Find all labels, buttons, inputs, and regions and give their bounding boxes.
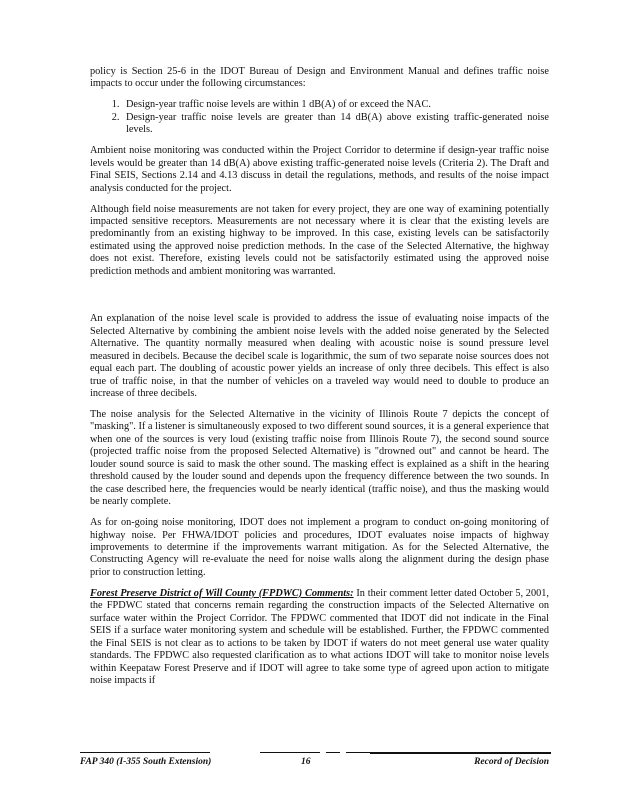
noise-scale-paragraph: An explanation of the noise level scale is provided to address the issue of evaluating noise impacts of the Selected Alternative by combining the ambient noise levels with the added noise generated by the Selected Alternative. The quantity normally measured when dealing with acoustic noise is sound pressure level measured in decibels. Because the decibel scale is logarithmic, the sum of two separate noise sources does not equal each part. The doubling of acoustic power yields an increase of only three decibels. This effect is also true of traffic noise, in that the number of vehicles on a traveled way would need to double to produce an increase of three decibels. [90, 313, 549, 400]
field-measurements-paragraph: Although field noise measurements are not taken for every project, they are one way of examining potentially impacted sensitive receptors. Measurements are not necessary where it is clear that the existing levels are predominantly from an existing highway to be improved. In this case, existing levels can be satisfactorily estimated using the approved noise prediction methods. In the case of the Selected Alternative, the highway does not exist. Therefore, existing levels could not be satisfactorily estimated using the approved noise prediction methods and ambient monitoring was warranted. [90, 203, 549, 277]
document-body [90, 66, 549, 696]
page-number: 16 [301, 757, 311, 767]
footer-section-title: Record of Decision [474, 757, 549, 767]
footer-document-title: FAP 340 (I-355 South Extension) [80, 757, 212, 767]
footer-rule [80, 752, 210, 753]
masking-paragraph: The noise analysis for the Selected Alternative in the vicinity of Illinois Route 7 depicts the concept of "masking". If a listener is simultaneously exposed to two different sound sources, it is a general experience that when one of the sources is very loud (existing traffic noise from Illinois Route 7), the second sound source (projected traffic noise from the proposed Selected Alternative) is "drowned out" and cannot be heard. The louder sound source is said to mask the other sound. The masking effect is explained as a shift in the hearing threshold caused by the louder sound and depends upon the frequency difference between the two sounds. In the case described here, the frequencies would be nearly identical (traffic noise), and thus the masking would be nearly complete. [90, 408, 549, 508]
criteria-item: 2. Design-year traffic noise levels are greater than 14 dB(A) above existing traffic-generated noise levels. [122, 112, 549, 137]
fpdwc-text: In their comment letter dated October 5, 2001, the FPDWC stated that concerns remain regarding the construction impacts of the Selected Alternative on surface water within the Project Corridor. The FPDWC commented that IDOT did not indicate in the Final SEIS if a surface water monitoring system and schedule will be established. Further, the FPDWC commented the Final SEIS is not clear as to actions to be taken by IDOT if waters do not meet general use water quality standards. The FPDWC also requested clarification as to what actions IDOT will take to monitor noise levels within Keepataw Forest Preserve and if IDOT will agree to take some type of agreed upon action to mitigate noise impacts if [90, 587, 549, 687]
page-footer [80, 752, 549, 772]
ongoing-monitoring-paragraph: As for on-going noise monitoring, IDOT does not implement a program to conduct on-going monitoring of highway noise. Per FHWA/IDOT policies and procedures, IDOT evaluates noise impacts of highway improvements to determine if the improvements warrant mitigation. As for the Selected Alternative, the Constructing Agency will re-evaluate the need for noise walls along the alignment during the design phase prior to construction letting. [90, 517, 549, 578]
intro-paragraph: policy is Section 25-6 in the IDOT Bureau of Design and Environment Manual and defines traffic noise impacts to occur under the following circumstances: [90, 66, 549, 90]
criteria-list [90, 99, 549, 136]
fpdwc-heading: Forest Preserve District of Will County (FPDWC) Comments: [90, 587, 354, 599]
footer-rule [326, 752, 340, 753]
footer-rule [260, 752, 320, 753]
fpdwc-paragraph [90, 588, 549, 688]
footer-rule [370, 752, 551, 754]
ambient-monitoring-paragraph: Ambient noise monitoring was conducted within the Project Corridor to determine if design-year traffic noise levels would be greater than 14 dB(A) above existing traffic-generated noise levels (Criteria 2). The Draft and Final SEIS, Sections 2.14 and 4.13 discuss in detail the regulations, methods, and results of the noise impact analysis conducted for the project. [90, 145, 549, 194]
criteria-item: 1. Design-year traffic noise levels are within 1 dB(A) of or exceed the NAC. [122, 99, 549, 111]
